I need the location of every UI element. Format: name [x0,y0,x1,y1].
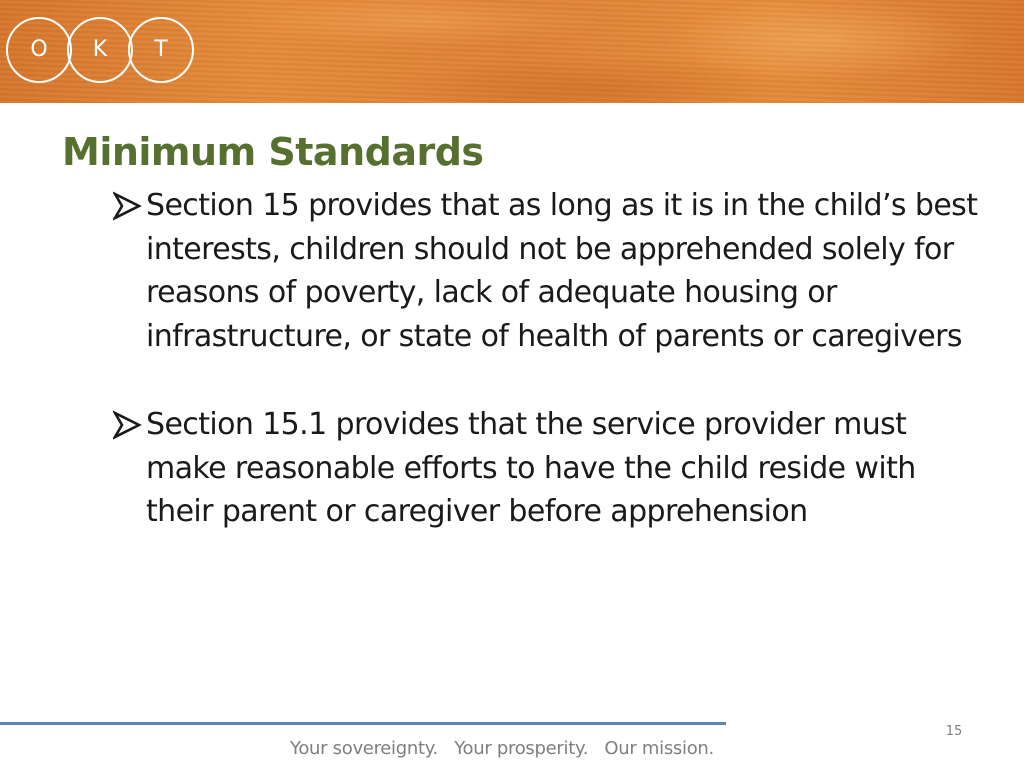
footer-divider [0,722,726,725]
bullet-text: Section 15 provides that as long as it is in the child’s best interests, children should not be apprehended solely for reasons of poverty, lack of adequate housing or infrastructure, or state of health of parents or caregivers [146,188,978,354]
footer-tagline: Your sovereignty. Your prosperity. Our mission. [290,738,714,759]
header-banner [0,0,1024,103]
bullet-item [110,403,990,534]
bullet-list [110,184,990,534]
logo-letter-k: K [92,37,108,62]
arrow-bullet-icon [113,188,143,224]
bullet-text: Section 15.1 provides that the service provider must make reasonable efforts to have the child reside with their parent or caregiver before apprehension [146,407,916,529]
slide-title: Minimum Standards [62,130,484,174]
bullet-item [110,184,990,358]
arrow-bullet-icon [113,407,143,443]
page-number: 15 [945,724,963,739]
logo-letter-t: T [154,37,168,62]
logo-letter-o: O [30,37,48,62]
okt-logo [6,17,196,87]
